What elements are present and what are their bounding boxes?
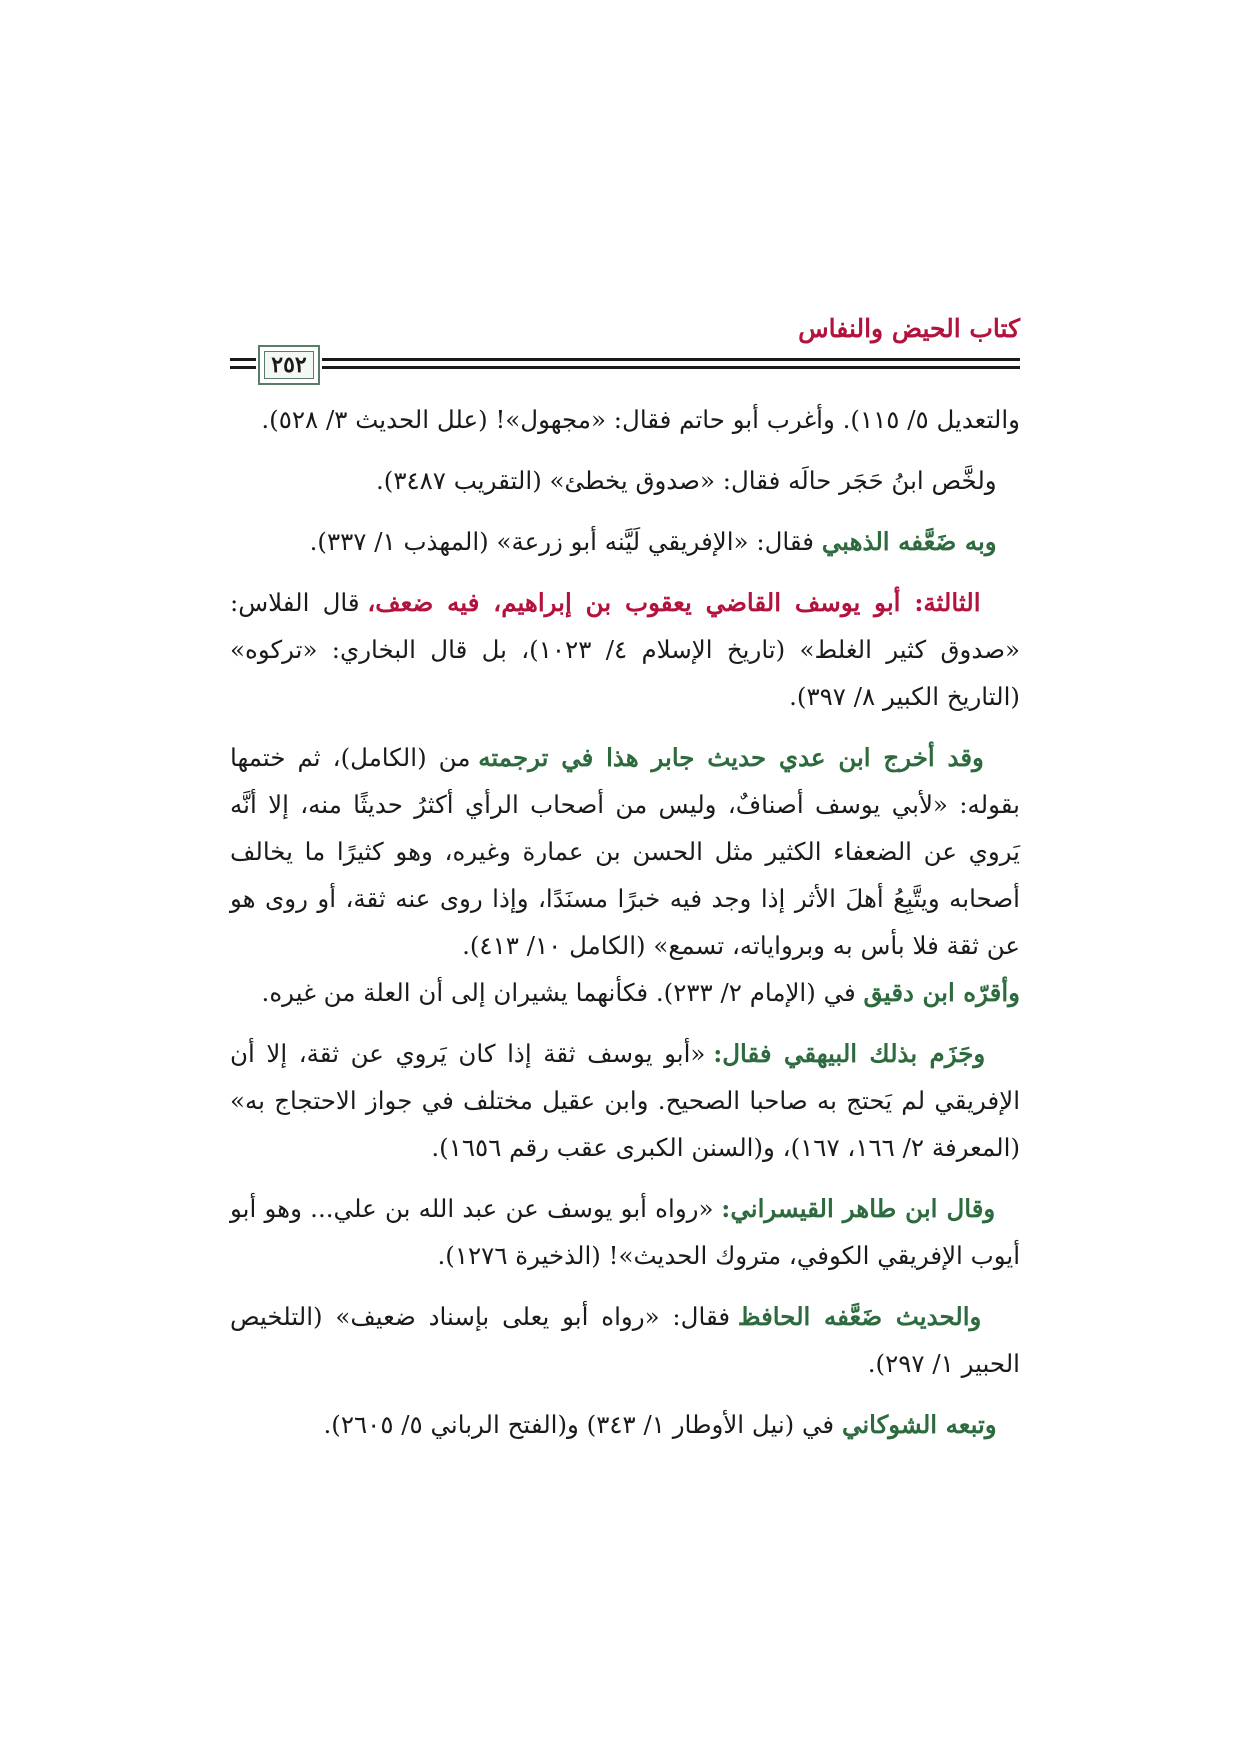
paragraph-text: «رواه أبو يوسف عن عبد الله بن علي... وهو أبو أيوب الإفريقي الكوفي، متروك الحديث»! (الذخيرة ١٢٧٦). — [230, 1194, 1020, 1270]
paragraph-1 — [230, 396, 1020, 443]
header-rule-bottom — [230, 366, 1020, 369]
paragraph-lead: وجَزَم بذلك البيهقي فقال: — [713, 1039, 986, 1068]
page-number-frame-inner — [264, 351, 314, 379]
paragraph-8 — [230, 1293, 1020, 1387]
paragraph-lead: وقد أخرج ابن عدي حديث جابر هذا في ترجمته — [478, 743, 984, 772]
paragraph-text: والتعديل ٥/ ١١٥). وأغرب أبو حاتم فقال: «مجهول»! (علل الحديث ٣/ ٥٢٨). — [261, 405, 1020, 434]
book-title: كتاب الحيض والنفاس — [798, 314, 1020, 343]
page-number: ٢٥٢ — [271, 352, 307, 378]
paragraph-lead-2: وأقرّه ابن دقيق — [863, 978, 1020, 1007]
paragraph-lead: والحديث ضَعَّفه الحافظ — [737, 1302, 982, 1331]
paragraph-5 — [230, 734, 1020, 1016]
page-header — [230, 308, 1020, 388]
paragraph-text: فقال: «الإفريقي لَيَّنه أبو زرعة» (المهذب ١/ ٣٣٧). — [309, 527, 822, 556]
paragraph-lead: وبه ضَعَّفه الذهبي — [821, 527, 997, 556]
paragraph-text: «أبو يوسف ثقة إذا كان يَروي عن ثقة، إلا أن الإفريقي لم يَحتج به صاحبا الصحيح. وابن عقيل مختلف في جواز الاحتجاج به» (المعرفة ٢/ ١٦٦، ١٦٧)، و(السنن الكبرى عقب رقم ١٦٥٦). — [230, 1039, 1020, 1162]
paragraph-text: ولخَّص ابنُ حَجَر حالَه فقال: «صدوق يخطئ» (التقريب ٣٤٨٧). — [375, 466, 997, 495]
paragraph-6 — [230, 1030, 1020, 1171]
paragraph-text-2: في (الإمام ٢/ ٢٣٣). فكأنهما يشيران إلى أن العلة من غيره. — [261, 978, 864, 1007]
paragraph-3 — [230, 518, 1020, 565]
paragraph-lead: وقال ابن طاهر القيسراني: — [721, 1194, 996, 1223]
paragraph-7 — [230, 1185, 1020, 1279]
paragraph-text: من (الكامل)، ثم ختمها بقوله: «لأبي يوسف أصنافٌ، وليس من أصحاب الرأي أكثرُ حديثًا منه، إلا أنَّه يَروي عن الضعفاء الكثير مثل الحسن بن عمارة وغيره، وهو كثيرًا ما يخالف أصحابه ويتَّبِعُ أهلَ الأثر إذا وجد فيه خبرًا مسنَدًا، وإذا روى عنه ثقة، أو روى هو عن ثقة فلا بأس به وبرواياته، تسمع» (الكامل ١٠/ ٤١٣). — [230, 743, 1020, 960]
paragraph-4 — [230, 579, 1020, 720]
paragraph-text: قال الفلاس: «صدوق كثير الغلط» (تاريخ الإسلام ٤/ ١٠٢٣)، بل قال البخاري: «تركوه» (التاريخ الكبير ٨/ ٣٩٧). — [230, 588, 1021, 711]
header-rule-top — [230, 358, 1020, 361]
paragraph-lead: وتبعه الشوكاني — [841, 1410, 997, 1439]
paragraph-text: في (نيل الأوطار ١/ ٣٤٣) و(الفتح الرباني ٥/ ٢٦٠٥). — [323, 1410, 842, 1439]
page-body — [230, 396, 1020, 1448]
paragraph-lead: الثالثة: أبو يوسف القاضي يعقوب بن إبراهيم، فيه ضعف، — [367, 588, 981, 617]
paragraph-text: فقال: «رواه أبو يعلى بإسناد ضعيف» (التلخيص الحبير ١/ ٢٩٧). — [230, 1302, 1020, 1378]
paragraph-2 — [230, 457, 1020, 504]
page-number-frame — [258, 345, 320, 385]
paragraph-9 — [230, 1401, 1020, 1448]
